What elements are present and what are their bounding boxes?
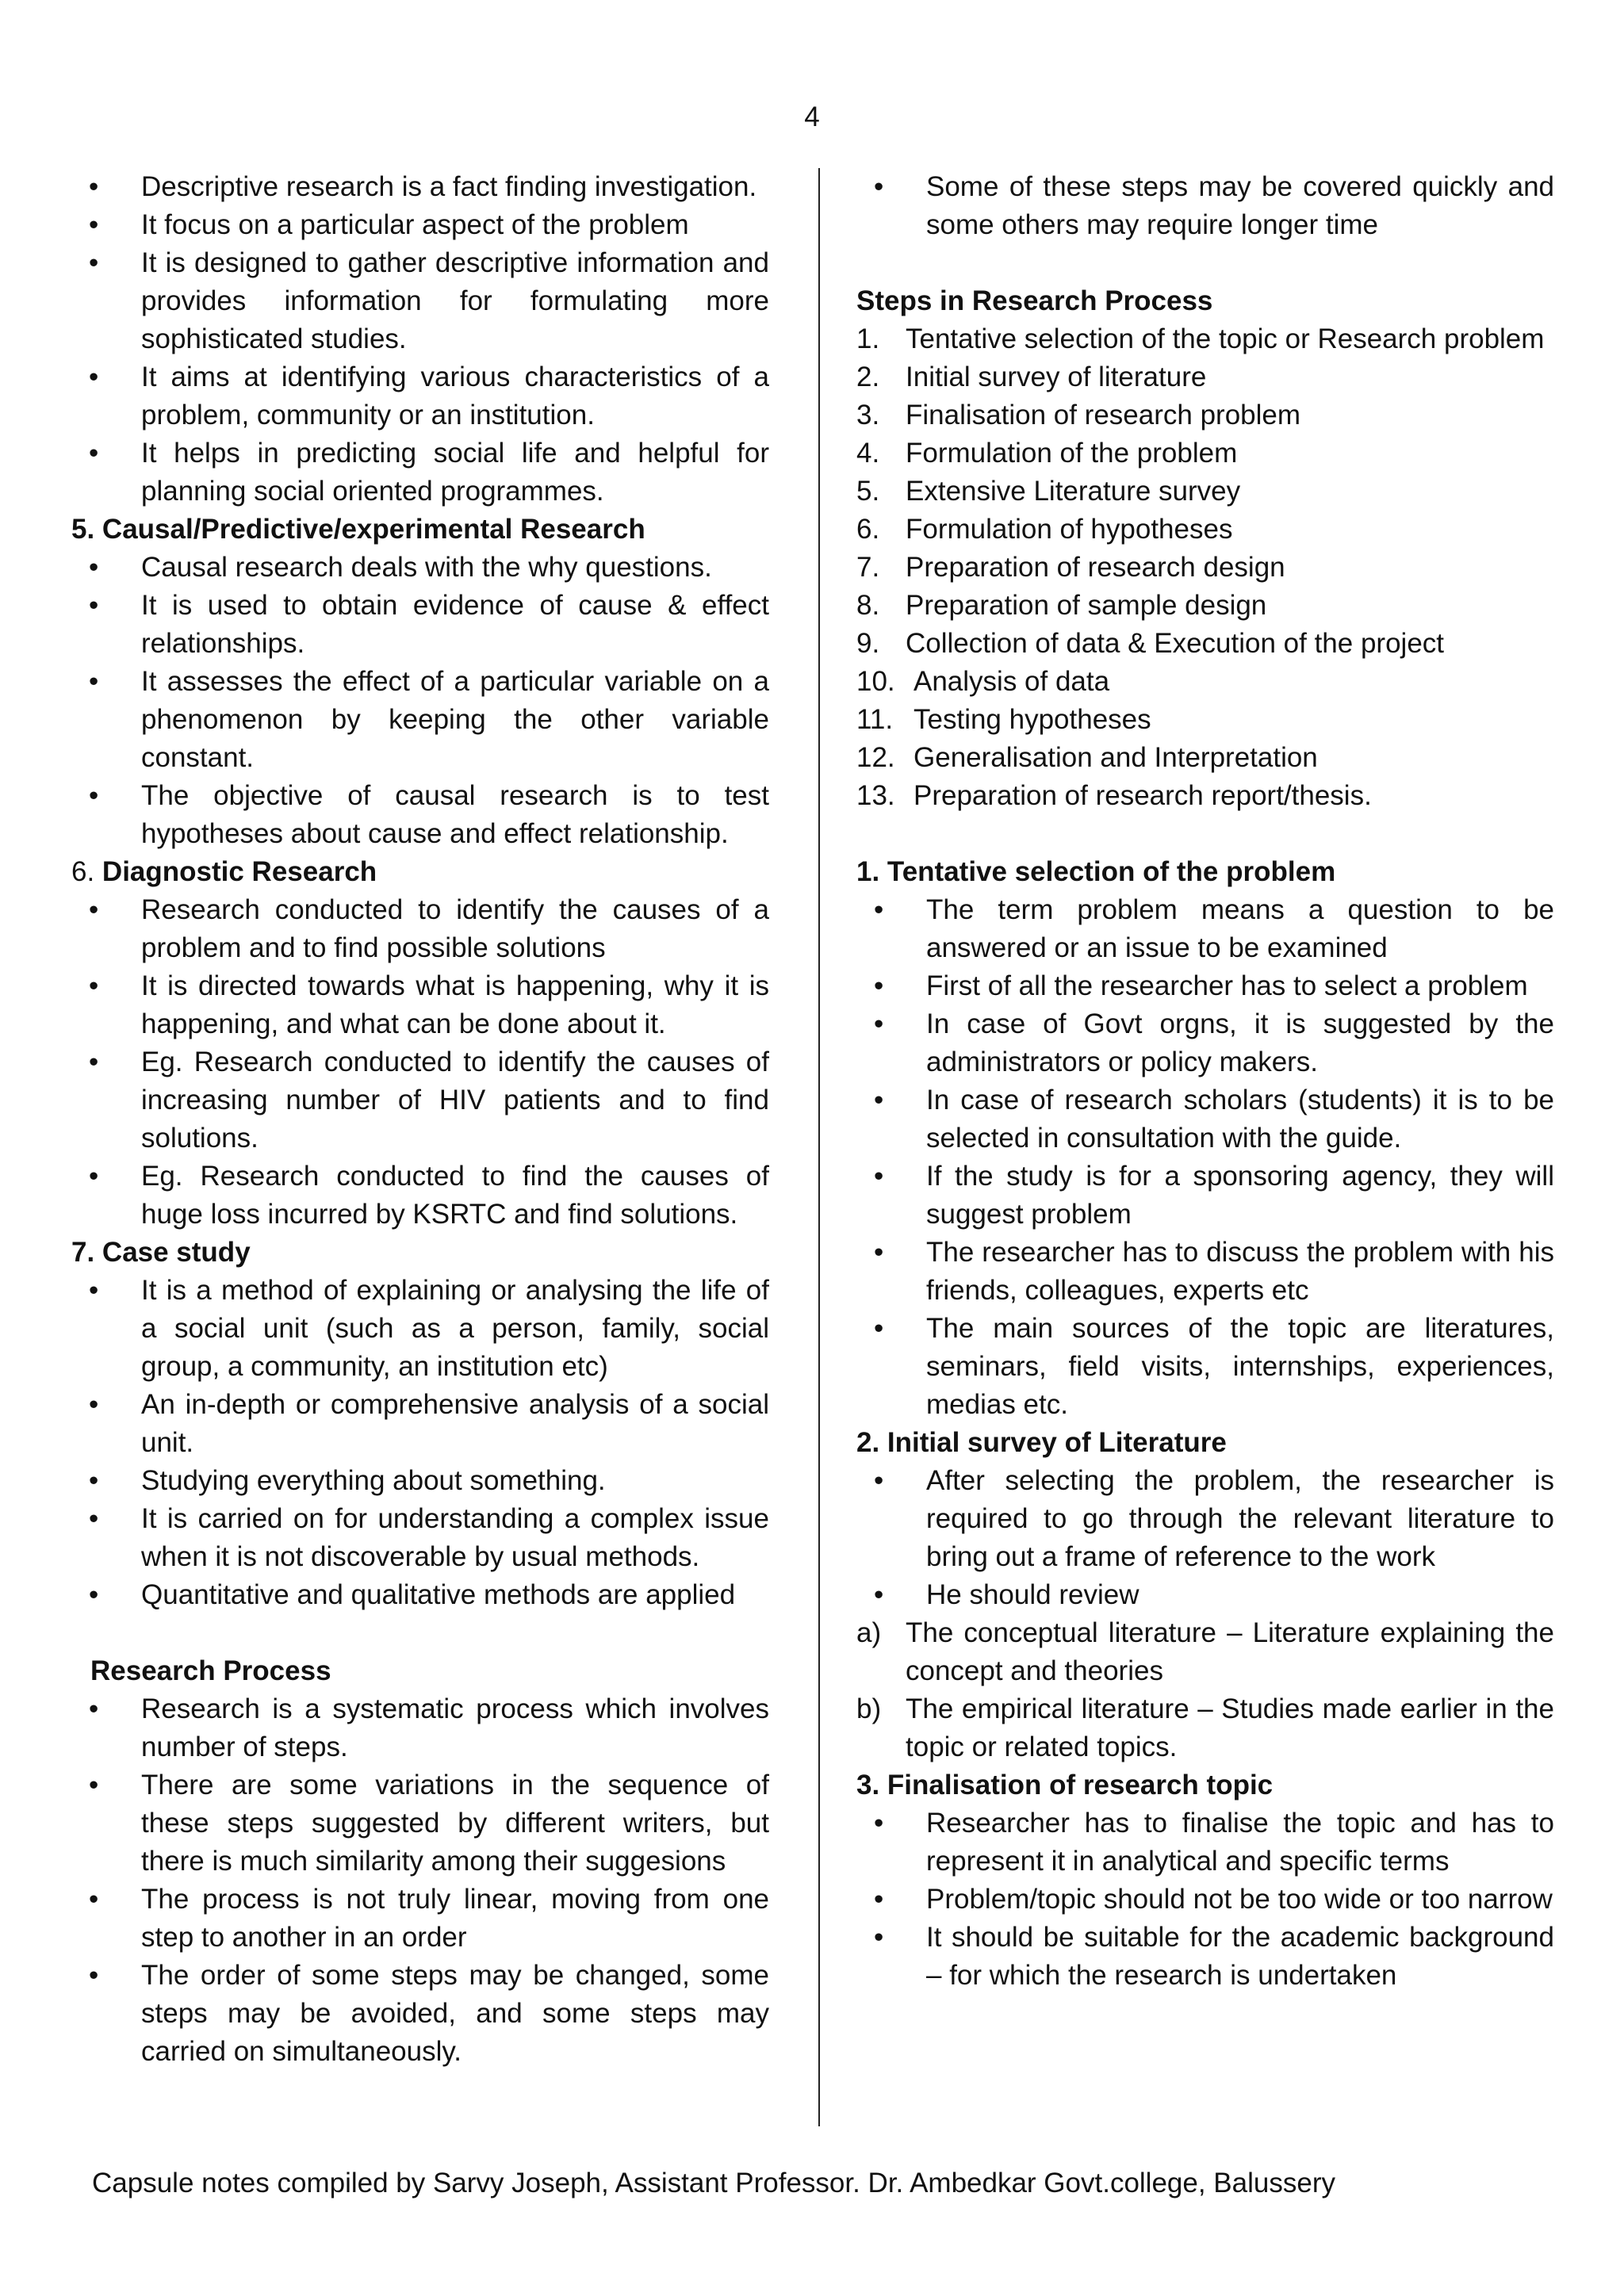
bullet-item: • Studying everything about something.	[71, 1462, 769, 1500]
bullet-marker: •	[89, 666, 99, 697]
bullet-marker: •	[874, 1237, 884, 1268]
bullet-marker: •	[89, 1275, 99, 1306]
bullet-item: • It is used to obtain evidence of cause & effect relationships.	[71, 587, 769, 663]
heading-number: 6.	[71, 856, 102, 887]
bullet-marker: •	[89, 1161, 99, 1192]
bullet-marker: •	[89, 1884, 99, 1915]
page-footer: Capsule notes compiled by Sarvy Joseph, Assistant Professor. Dr. Ambedkar Govt.college, Balussery	[92, 2168, 1335, 2198]
bullet-item: • Problem/topic should not be too wide or too narrow	[856, 1881, 1554, 1919]
bullet-marker: •	[89, 1465, 99, 1496]
numbered-step: 13. Preparation of research report/thesis.	[856, 777, 1554, 815]
bullet-item: • The objective of causal research is to test hypotheses about cause and effect relationship.	[71, 777, 769, 853]
step-number: 9.	[856, 628, 880, 659]
step-number: 8.	[856, 590, 880, 621]
bullet-item: • It is directed towards what is happening, why it is happening, and what can be done about it.	[71, 967, 769, 1043]
bullet-marker: •	[874, 1313, 884, 1344]
bullet-item: • First of all the researcher has to select a problem	[856, 967, 1554, 1005]
section-heading-research-process: Research Process	[90, 1655, 331, 1686]
numbered-step: 11. Testing hypotheses	[856, 701, 1554, 739]
bullet-marker: •	[874, 1808, 884, 1839]
bullet-marker: •	[89, 171, 99, 202]
bullet-item: • Researcher has to finalise the topic and has to represent it in analytical and specific terms	[856, 1804, 1554, 1881]
bullet-item: • In case of research scholars (students) it is to be selected in consultation with the guide.	[856, 1081, 1554, 1158]
spacer	[856, 244, 1554, 282]
section-heading-initial-survey: 2. Initial survey of Literature	[856, 1427, 1227, 1458]
bullet-item: • It assesses the effect of a particular variable on a phenomenon by keeping the other variable constant.	[71, 663, 769, 777]
section-heading-case-study: 7. Case study	[71, 1237, 251, 1268]
bullet-item: • In case of Govt orgns, it is suggested by the administrators or policy makers.	[856, 1005, 1554, 1081]
bullet-item: • Research is a systematic process which involves number of steps.	[71, 1690, 769, 1766]
bullet-item: • It is designed to gather descriptive information and provides information for formulating more sophisticated studies.	[71, 244, 769, 358]
bullet-item: • It should be suitable for the academic background – for which the research is undertaken	[856, 1919, 1554, 1995]
section-heading-causal-research: 5. Causal/Predictive/experimental Research	[71, 514, 645, 545]
bullet-marker: •	[89, 362, 99, 392]
bullet-item: • It is carried on for understanding a complex issue when it is not discoverable by usual methods.	[71, 1500, 769, 1576]
step-number: 5.	[856, 476, 880, 507]
bullet-item: • The process is not truly linear, moving from one step to another in an order	[71, 1881, 769, 1957]
bullet-item: • The order of some steps may be changed, some steps may be avoided, and some steps may carried on simultaneously.	[71, 1957, 769, 2071]
section-heading-steps: Steps in Research Process	[856, 285, 1213, 316]
numbered-step: 4. Formulation of the problem	[856, 434, 1554, 473]
bullet-item: • It focus on a particular aspect of the problem	[71, 206, 769, 244]
step-number: 3.	[856, 400, 880, 430]
bullet-item: • It helps in predicting social life and helpful for planning social oriented programmes.	[71, 434, 769, 511]
bullet-item: • After selecting the problem, the researcher is required to go through the relevant literature to bring out a frame of reference to the work	[856, 1462, 1554, 1576]
step-number: 12.	[856, 742, 895, 773]
lettered-item: a) The conceptual literature – Literature explaining the concept and theories	[856, 1614, 1554, 1690]
bullet-marker: •	[89, 590, 99, 621]
numbered-step: 12. Generalisation and Interpretation	[856, 739, 1554, 777]
bullet-marker: •	[89, 438, 99, 469]
bullet-item: • The main sources of the topic are literatures, seminars, field visits, internships, experiences, medias etc.	[856, 1310, 1554, 1424]
letter-marker: b)	[856, 1693, 882, 1724]
numbered-step: 7. Preparation of research design	[856, 549, 1554, 587]
step-number: 1.	[856, 323, 880, 354]
step-number: 10.	[856, 666, 895, 697]
bullet-marker: •	[89, 247, 99, 278]
column-divider	[818, 168, 820, 2126]
bullet-item: • Quantitative and qualitative methods are applied	[71, 1576, 769, 1614]
bullet-marker: •	[874, 1465, 884, 1496]
numbered-step: 9. Collection of data & Execution of the project	[856, 625, 1554, 663]
bullet-marker: •	[89, 1389, 99, 1420]
bullet-marker: •	[874, 171, 884, 202]
bullet-item: • An in-depth or comprehensive analysis of a social unit.	[71, 1386, 769, 1462]
bullet-marker: •	[874, 1161, 884, 1192]
bullet-item: • Causal research deals with the why questions.	[71, 549, 769, 587]
bullet-item: • Research conducted to identify the causes of a problem and to find possible solutions	[71, 891, 769, 967]
bullet-marker: •	[874, 1922, 884, 1953]
heading-text: Diagnostic Research	[102, 856, 377, 887]
bullet-marker: •	[874, 1085, 884, 1115]
bullet-marker: •	[89, 970, 99, 1001]
spacer	[71, 1614, 769, 1652]
step-number: 4.	[856, 438, 880, 469]
bullet-marker: •	[89, 1503, 99, 1534]
section-heading-finalisation: 3. Finalisation of research topic	[856, 1770, 1274, 1800]
bullet-marker: •	[874, 1008, 884, 1039]
numbered-step: 3. Finalisation of research problem	[856, 396, 1554, 434]
numbered-step: 10. Analysis of data	[856, 663, 1554, 701]
bullet-item: • Eg. Research conducted to identify the causes of increasing number of HIV patients and to find solutions.	[71, 1043, 769, 1158]
lettered-item: b) The empirical literature – Studies made earlier in the topic or related topics.	[856, 1690, 1554, 1766]
step-number: 11.	[856, 704, 894, 735]
letter-marker: a)	[856, 1617, 882, 1648]
bullet-item: • It is a method of explaining or analysing the life of a social unit (such as a person, family, social group, a community, an institution etc)	[71, 1272, 769, 1386]
bullet-marker: •	[89, 894, 99, 925]
numbered-step: 6. Formulation of hypotheses	[856, 511, 1554, 549]
left-column	[71, 168, 769, 2071]
bullet-marker: •	[89, 1770, 99, 1800]
step-number: 6.	[856, 514, 880, 545]
bullet-item: • There are some variations in the sequence of these steps suggested by different writers, but there is much similarity among their suggesions	[71, 1766, 769, 1881]
bullet-marker: •	[874, 970, 884, 1001]
bullet-item: • Eg. Research conducted to find the causes of huge loss incurred by KSRTC and find solutions.	[71, 1158, 769, 1234]
step-number: 13.	[856, 780, 895, 811]
bullet-item: • He should review	[856, 1576, 1554, 1614]
section-heading-tentative-selection: 1. Tentative selection of the problem	[856, 856, 1336, 887]
bullet-item: • Some of these steps may be covered quickly and some others may require longer time	[856, 168, 1554, 244]
bullet-item: • Descriptive research is a fact finding investigation.	[71, 168, 769, 206]
bullet-marker: •	[874, 1579, 884, 1610]
bullet-marker: •	[89, 1960, 99, 1991]
bullet-marker: •	[89, 1693, 99, 1724]
bullet-item: • If the study is for a sponsoring agency, they will suggest problem	[856, 1158, 1554, 1234]
bullet-item: • The term problem means a question to be answered or an issue to be examined	[856, 891, 1554, 967]
bullet-item: • It aims at identifying various characteristics of a problem, community or an institution.	[71, 358, 769, 434]
numbered-step: 8. Preparation of sample design	[856, 587, 1554, 625]
right-column	[856, 168, 1554, 1995]
numbered-step: 5. Extensive Literature survey	[856, 473, 1554, 511]
bullet-marker: •	[874, 894, 884, 925]
page-number: 4	[804, 101, 820, 132]
step-number: 2.	[856, 362, 880, 392]
bullet-marker: •	[89, 552, 99, 583]
bullet-marker: •	[874, 1884, 884, 1915]
bullet-marker: •	[89, 209, 99, 240]
section-heading-diagnostic-research	[71, 853, 769, 891]
numbered-step: 1. Tentative selection of the topic or Research problem	[856, 320, 1554, 358]
numbered-step: 2. Initial survey of literature	[856, 358, 1554, 396]
spacer	[856, 815, 1554, 853]
step-number: 7.	[856, 552, 880, 583]
bullet-marker: •	[89, 1579, 99, 1610]
bullet-item: • The researcher has to discuss the problem with his friends, colleagues, experts etc	[856, 1234, 1554, 1310]
bullet-marker: •	[89, 1047, 99, 1077]
bullet-marker: •	[89, 780, 99, 811]
